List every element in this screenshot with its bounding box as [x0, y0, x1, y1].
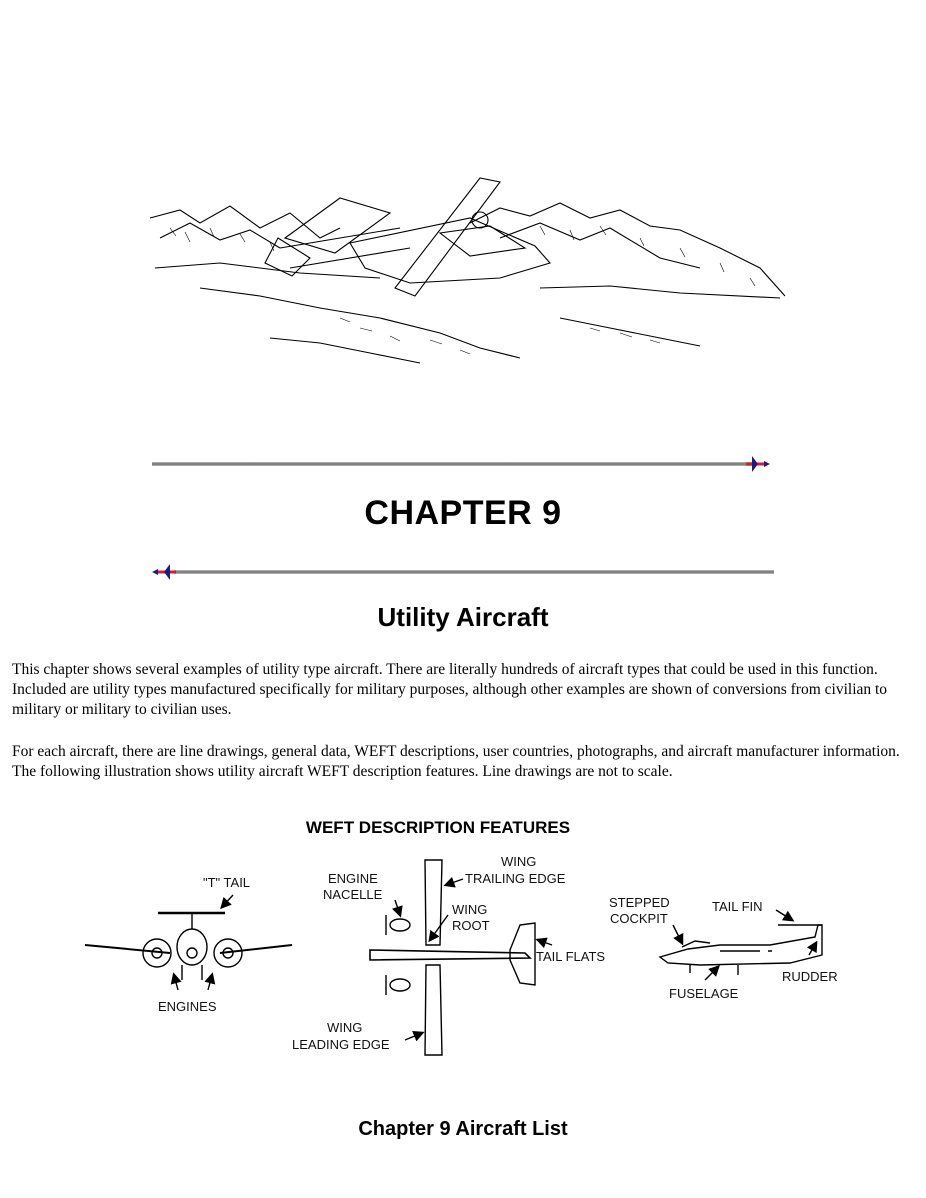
- engine-nacelle-label: NACELLE: [323, 887, 383, 902]
- rudder-label: RUDDER: [782, 969, 838, 984]
- wing-trailing-edge-label: WING: [501, 854, 537, 869]
- wing-leading-edge-label: WING: [327, 1020, 363, 1035]
- utility-aircraft-illustration: [140, 168, 800, 378]
- t-tail-label: "T" TAIL: [203, 875, 251, 890]
- decorative-rule-bottom: [174, 570, 774, 574]
- weft-features-figure: [70, 845, 870, 1065]
- engines-label: ENGINES: [158, 999, 217, 1014]
- chapter-subtitle: Utility Aircraft: [377, 602, 549, 632]
- aircraft-list-heading: Chapter 9 Aircraft List: [358, 1118, 568, 1140]
- wing-root-label: WING: [452, 902, 488, 917]
- jet-icon: [152, 563, 178, 581]
- stepped-cockpit-label: COCKPIT: [610, 911, 668, 926]
- tail-fin-label: TAIL FIN: [712, 899, 763, 914]
- intro-paragraph: This chapter shows several examples of utility type aircraft. There are literally hundreds of aircraft types that could be used in this function. Included are utility types manufactured specifically for military purposes, although other examples are shown of conversions from civilian to military or military to civilian uses.: [12, 661, 888, 718]
- chapter-title: CHAPTER 9: [364, 494, 562, 532]
- engine-nacelle-label: ENGINE: [328, 871, 378, 886]
- stepped-cockpit-label: STEPPED: [609, 895, 670, 910]
- wing-trailing-edge-label: TRAILING EDGE: [465, 871, 566, 886]
- tail-flats-label: TAIL FLATS: [536, 949, 606, 964]
- wing-root-label: ROOT: [452, 918, 490, 933]
- jet-icon: [744, 455, 770, 473]
- weft-figure-title: WEFT DESCRIPTION FEATURES: [305, 818, 571, 837]
- decorative-rule-top: [152, 462, 752, 466]
- fuselage-label: FUSELAGE: [669, 986, 739, 1001]
- intro-paragraph: For each aircraft, there are line drawings, general data, WEFT descriptions, user countries, photographs, and aircraft manufacturer information. The following illustration shows utility aircraft WEFT description features. Line drawings are not to scale.: [12, 743, 900, 780]
- wing-leading-edge-label: LEADING EDGE: [292, 1037, 390, 1052]
